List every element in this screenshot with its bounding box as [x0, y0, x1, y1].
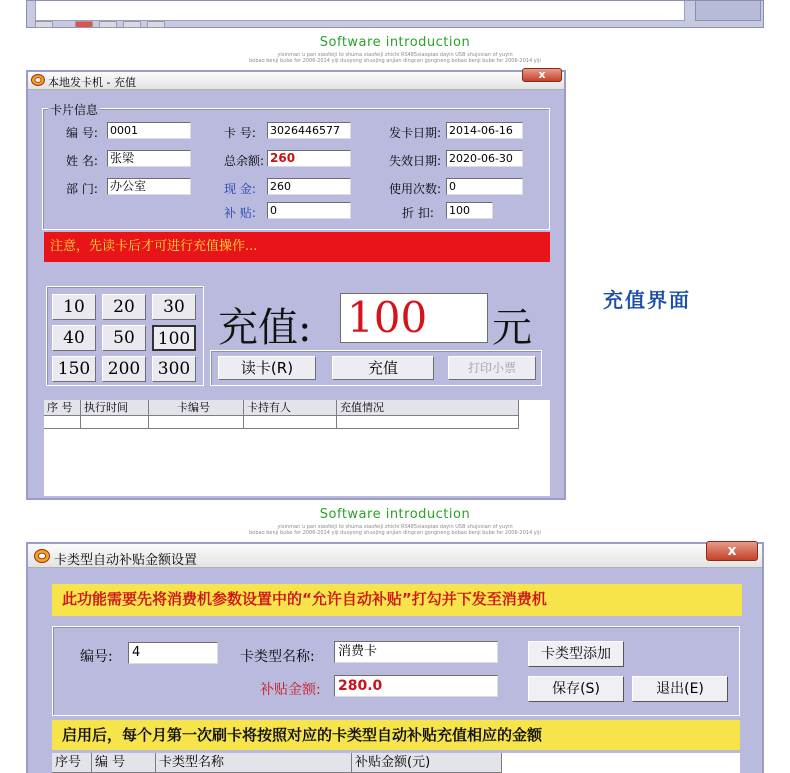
add-card-type-button[interactable]: 卡类型添加 [528, 641, 624, 667]
table-cell[interactable] [149, 416, 244, 429]
intro-subtitle: yixinman u pan xiaofeiji to shuma xiaofeiji zhichi RS485xiaopiao dayin USB shujvxian of yuyin [277, 524, 513, 530]
subsidy-label: 补 贴: [224, 206, 256, 220]
number-label: 编号: [80, 649, 113, 665]
close-button[interactable] [706, 541, 758, 561]
amount-button-300[interactable]: 300 [152, 356, 196, 382]
number-label: 编 号: [66, 126, 98, 140]
intro-title: Software introduction [319, 35, 471, 50]
dept-field[interactable]: 办公室 [107, 178, 191, 195]
intro-title: Software introduction [319, 507, 471, 522]
subsidy-amount-field[interactable]: 280.0 [334, 675, 498, 697]
window-title: 卡类型自动补贴金额设置 [54, 553, 198, 568]
card-info-legend: 卡片信息 [50, 103, 99, 117]
taskbar-icon[interactable] [75, 21, 93, 28]
subsidy-amount-label: 补贴金额: [260, 682, 321, 698]
taskbar-icon[interactable] [147, 21, 165, 28]
column-header[interactable]: 执行时间 [81, 400, 149, 416]
column-header[interactable]: 充值情况 [337, 400, 519, 416]
issue-date-label: 发卡日期: [389, 126, 442, 140]
column-header[interactable]: 卡类型名称 [156, 753, 352, 773]
close-button[interactable] [522, 68, 562, 82]
intro-subtitle: bobao benji bube for 2006-2014 yiji duoyong shuojing anjian dingcan gongneng bobao benji bube for 2006-2014 yiji [249, 530, 541, 536]
number-field[interactable]: 0001 [107, 122, 191, 139]
amount-button-50[interactable]: 50 [102, 325, 146, 351]
recharge-history-table[interactable] [44, 400, 550, 496]
amount-button-40[interactable]: 40 [52, 325, 96, 351]
cash-label: 现 金: [224, 182, 256, 196]
cash-field[interactable]: 260 [267, 178, 351, 195]
taskbar-icon[interactable] [123, 21, 141, 28]
card-no-label: 卡 号: [224, 126, 256, 140]
previous-window-content [35, 1, 685, 21]
read-card-button[interactable]: 读卡(R) [218, 356, 316, 380]
column-header[interactable]: 卡持有人 [244, 400, 337, 416]
amount-button-30[interactable]: 30 [152, 294, 196, 320]
section-label: 充值界面 [603, 288, 691, 312]
uses-field[interactable]: 0 [446, 178, 523, 195]
auto-subsidy-window [26, 542, 764, 773]
card-no-field[interactable]: 3026446577 [267, 122, 351, 139]
amount-button-150[interactable]: 150 [52, 356, 96, 382]
amount-button-20[interactable]: 20 [102, 294, 146, 320]
column-header[interactable]: 编 号 [92, 753, 156, 773]
window-title: 本地发卡机 - 充值 [48, 76, 136, 89]
intro-subtitle: yixinman u pan xiaofeiji to shuma xiaofeiji zhichi RS485xiaopiao dayin USB shujvxian of yuyin [277, 52, 513, 58]
close-icon: x [727, 543, 737, 559]
recharge-button[interactable]: 充值 [332, 356, 434, 380]
name-label: 姓 名: [66, 154, 98, 168]
balance-label: 总余额: [224, 154, 265, 168]
taskbar-icon[interactable] [35, 21, 53, 28]
issue-date-field[interactable]: 2014-06-16 [446, 122, 523, 139]
subsidy-field[interactable]: 0 [267, 202, 351, 219]
currency-label: 元 [492, 305, 532, 351]
amount-button-200[interactable]: 200 [102, 356, 146, 382]
recharge-amount-display[interactable]: 100 [340, 293, 488, 343]
table-cell[interactable] [44, 416, 81, 429]
exit-button[interactable]: 退出(E) [632, 676, 728, 702]
balance-field[interactable]: 260 [267, 150, 351, 167]
discount-field[interactable]: 100 [446, 202, 493, 219]
recharge-label: 充值: [218, 305, 312, 351]
table-cell[interactable] [244, 416, 337, 429]
print-receipt-button[interactable]: 打印小票 [448, 356, 536, 380]
amount-button-10[interactable]: 10 [52, 294, 96, 320]
settings-panel [52, 626, 740, 716]
close-icon: x [538, 68, 546, 81]
column-header[interactable]: 序 号 [44, 400, 81, 416]
amount-button-100[interactable]: 100 [152, 325, 196, 351]
table-cell[interactable] [337, 416, 519, 429]
expire-date-label: 失效日期: [389, 154, 442, 168]
discount-label: 折 扣: [402, 206, 434, 220]
dept-label: 部 门: [66, 182, 98, 196]
previous-window-side-panel [695, 1, 761, 21]
uses-label: 使用次数: [389, 182, 442, 196]
number-field[interactable]: 4 [128, 642, 218, 664]
table-cell[interactable] [81, 416, 149, 429]
recharge-window [26, 70, 566, 500]
card-type-name-label: 卡类型名称: [240, 649, 315, 665]
notice-banner-bottom: 启用后，每个月第一次刷卡将按照对应的卡类型自动补贴充值相应的金额 [52, 720, 740, 750]
column-header[interactable]: 序号 [52, 753, 92, 773]
expire-date-field[interactable]: 2020-06-30 [446, 150, 523, 167]
name-field[interactable]: 张梁 [107, 150, 191, 167]
app-icon [34, 549, 50, 563]
card-type-name-field[interactable]: 消费卡 [334, 641, 498, 663]
subsidy-table[interactable] [52, 753, 740, 773]
column-header[interactable]: 卡编号 [149, 400, 244, 416]
save-button[interactable]: 保存(S) [528, 676, 624, 702]
notice-banner-top: 此功能需要先将消费机参数设置中的“允许自动补贴”打勾并下发至消费机 [52, 584, 742, 616]
warning-banner: 注意，先读卡后才可进行充值操作... [44, 232, 550, 262]
column-header[interactable]: 补贴金额(元) [352, 753, 502, 773]
title-bar[interactable] [28, 544, 762, 568]
previous-window-edge [26, 0, 764, 28]
app-icon [31, 74, 45, 86]
intro-subtitle: bobao benji bube for 2006-2014 yiji duoyong shuojing anjian dingcan gongneng bobao benji bube for 2006-2014 yiji [249, 58, 541, 64]
title-bar[interactable] [28, 68, 564, 90]
taskbar-icon[interactable] [99, 21, 117, 28]
